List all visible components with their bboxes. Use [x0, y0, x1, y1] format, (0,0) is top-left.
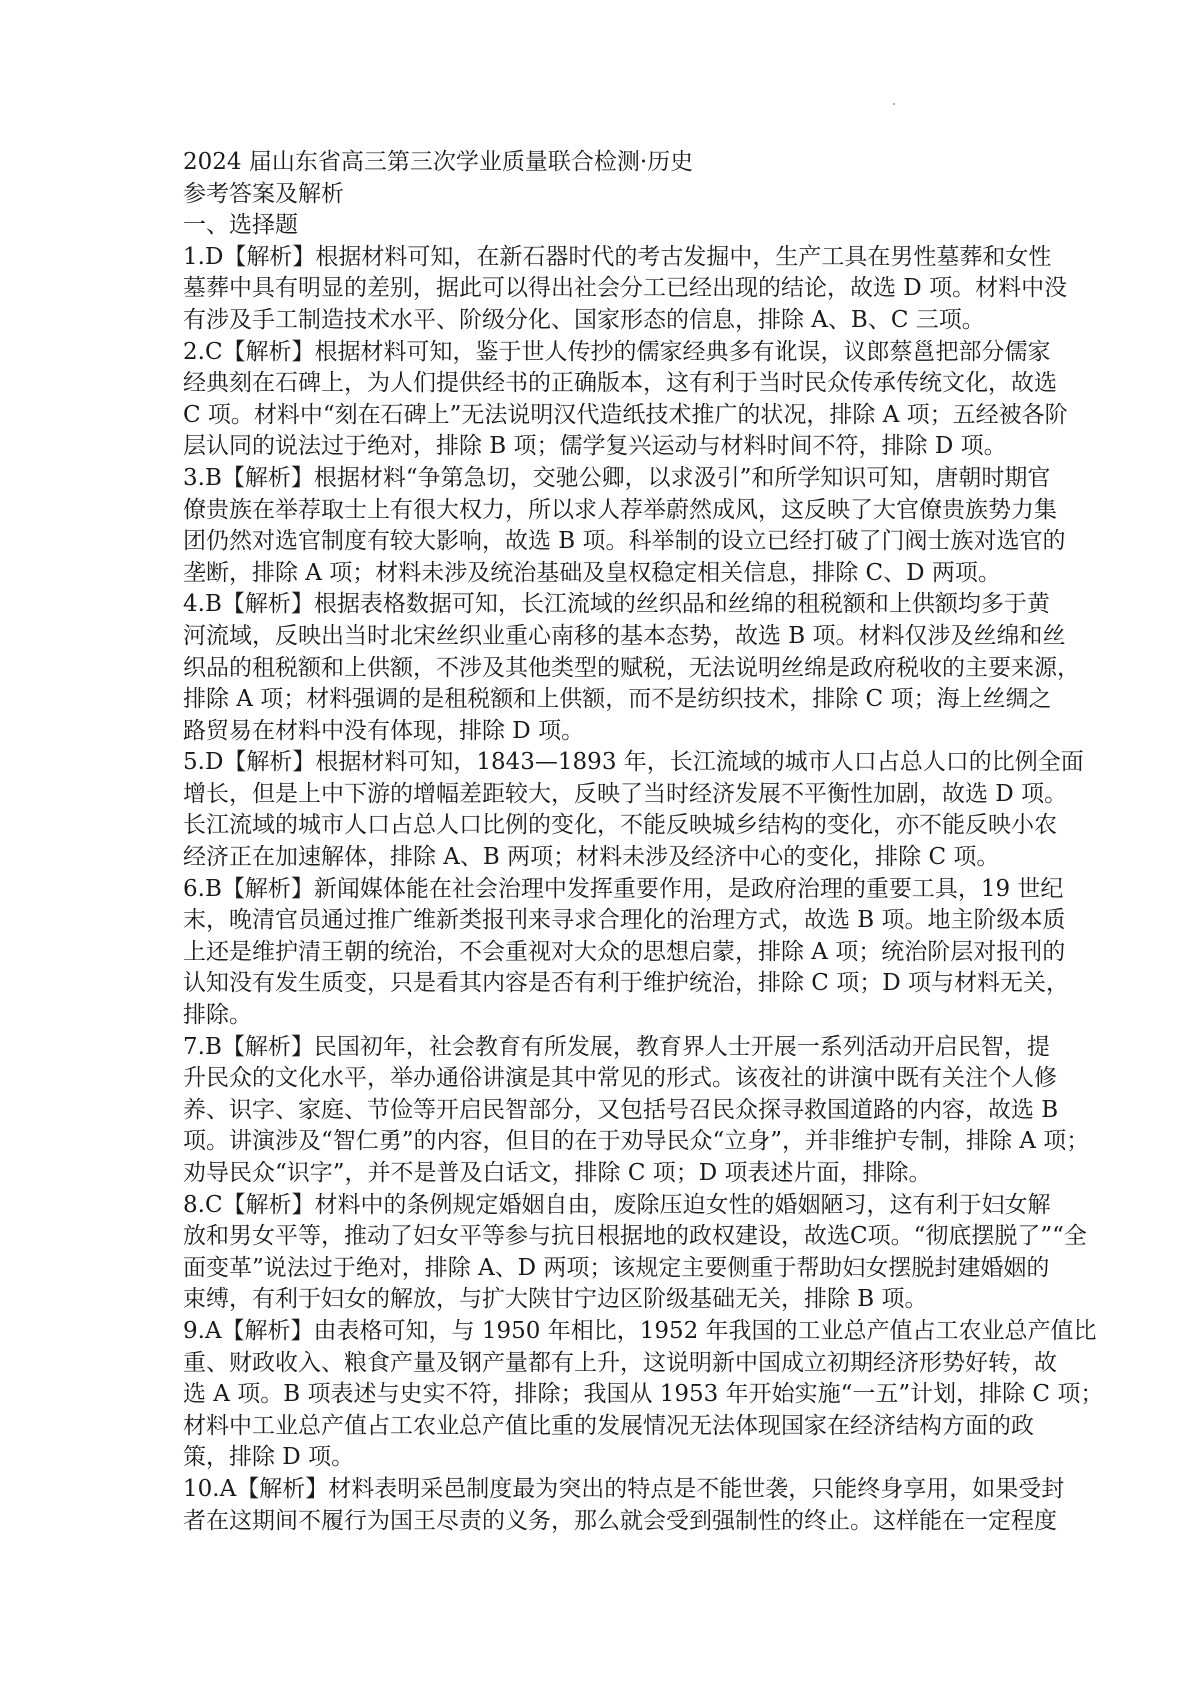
- text-line: 僚贵族在举荐取士上有很大权力，所以求人荐举蔚然成风，这反映了大官僚贵族势力集: [183, 496, 1057, 523]
- document-body: [183, 147, 1104, 1537]
- text-line: 升民众的文化水平，举办通俗讲演是其中常见的形式。该夜社的讲演中既有关注个人修: [183, 1065, 1057, 1092]
- text-line: 排除。: [183, 1002, 252, 1029]
- text-line: 选 A 项。B 项表述与史实不符，排除；我国从 1953 年开始实施“一五”计划，排除 C 项；: [183, 1381, 1104, 1408]
- text-line: 劝导民众“识字”，并不是普及白话文，排除 C 项；D 项表述片面，排除。: [183, 1160, 932, 1186]
- answer-text-block: [183, 242, 1104, 1537]
- text-line: 材料中工业总产值占工农业总产值比重的发展情况无法体现国家在经济结构方面的政: [183, 1412, 1034, 1439]
- text-line: 2.C【解析】根据材料可知，鉴于世人传抄的儒家经典多有讹误，议郎蔡邕把部分儒家: [183, 338, 1051, 365]
- text-line: 长江流域的城市人口占总人口比例的变化，不能反映城乡结构的变化，亦不能反映小农: [183, 812, 1057, 839]
- text-line: C 项。材料中“刻在石碑上”无法说明汉代造纸技术推广的状况，排除 A 项；五经被各阶: [183, 401, 1068, 428]
- text-line: 面变革”说法过于绝对，排除 A、D 两项；该规定主要侧重于帮助妇女摆脱封建婚姻的: [183, 1254, 1050, 1281]
- text-line: 束缚，有利于妇女的解放，与扩大陕甘宁边区阶级基础无关，排除 B 项。: [183, 1286, 928, 1313]
- section-heading: 一、选择题: [183, 212, 298, 239]
- text-line: 增长，但是上中下游的增幅差距较大，反映了当时经济发展不平衡性加剧，故选 D 项。: [183, 780, 1068, 807]
- text-line: 重、财政收入、粮食产量及钢产量都有上升，这说明新中国成立初期经济形势好转，故: [183, 1349, 1057, 1376]
- text-line: 认知没有发生质变，只是看其内容是否有利于维护统治，排除 C 项；D 项与材料无关，: [183, 970, 1069, 997]
- text-line: 放和男女平等，推动了妇女平等参与抗日根据地的政权建设，故选C项。“彻底摆脱了”“全: [183, 1223, 1087, 1250]
- text-line: 9.A【解析】由表格可知，与 1950 年相比，1952 年我国的工业总产值占工农业总产值比: [183, 1317, 1097, 1344]
- text-line: 层认同的说法过于绝对，排除 B 项；儒学复兴运动与材料时间不符，排除 D 项。: [183, 433, 1007, 460]
- text-line: 经典刻在石碑上，为人们提供经书的正确版本，这有利于当时民众传承传统文化，故选: [183, 370, 1057, 397]
- text-line: 垄断，排除 A 项；材料未涉及统治基础及皇权稳定相关信息，排除 C、D 两项。: [183, 559, 1001, 586]
- text-line: 有涉及手工制造技术水平、阶级分化、国家形态的信息，排除 A、B、C 三项。: [183, 306, 985, 333]
- text-line: 8.C【解析】材料中的条例规定婚姻自由，废除压迫女性的婚姻陋习，这有利于妇女解: [183, 1191, 1051, 1218]
- document-title: 2024 届山东省高三第三次学业质量联合检测·历史: [183, 149, 694, 175]
- text-line: 路贸易在材料中没有体现，排除 D 项。: [183, 717, 585, 744]
- text-line: 经济正在加速解体，排除 A、B 两项；材料未涉及经济中心的变化，排除 C 项。: [183, 844, 1000, 871]
- scan-speck: [893, 103, 895, 105]
- text-line: 1.D【解析】根据材料可知，在新石器时代的考古发掘中，生产工具在男性墓葬和女性: [183, 243, 1052, 270]
- text-line: 4.B【解析】根据表格数据可知，长江流域的丝织品和丝绵的租税额和上供额均多于黄: [183, 591, 1050, 618]
- text-line: 7.B【解析】民国初年，社会教育有所发展，教育界人士开展一系列活动开启民智，提: [183, 1033, 1050, 1060]
- text-line: 10.A【解析】材料表明采邑制度最为突出的特点是不能世袭，只能终身享用，如果受封: [183, 1475, 1065, 1502]
- text-line: 3.B【解析】根据材料“争第急切，交驰公卿，以求汲引”和所学知识可知，唐朝时期官: [183, 464, 1051, 491]
- text-line: 策，排除 D 项。: [183, 1444, 355, 1471]
- text-line: 养、识字、家庭、节俭等开启民智部分，又包括号召民众探寻救国道路的内容，故选 B: [183, 1096, 1059, 1123]
- text-line: 6.B【解析】新闻媒体能在社会治理中发挥重要作用，是政府治理的重要工具，19 世纪: [183, 875, 1064, 902]
- document-subtitle: 参考答案及解析: [183, 180, 344, 207]
- text-line: 5.D【解析】根据材料可知，1843—1893 年，长江流域的城市人口占总人口的比例全面: [183, 749, 1084, 776]
- text-line: 织品的租税额和上供额，不涉及其他类型的赋税，无法说明丝绵是政府税收的主要来源，: [183, 654, 1080, 681]
- text-line: 河流域，反映出当时北宋丝织业重心南移的基本态势，故选 B 项。材料仅涉及丝绵和丝: [183, 622, 1066, 649]
- text-line: 上还是维护清王朝的统治，不会重视对大众的思想启蒙，排除 A 项；统治阶层对报刊的: [183, 938, 1066, 965]
- text-line: 末，晚清官员通过推广维新类报刊来寻求合理化的治理方式，故选 B 项。地主阶级本质: [183, 907, 1066, 934]
- text-line: 者在这期间不履行为国王尽责的义务，那么就会受到强制性的终止。这样能在一定程度: [183, 1507, 1057, 1534]
- text-line: 团仍然对选官制度有较大影响，故选 B 项。科举制的设立已经打破了门阀士族对选官的: [183, 528, 1066, 555]
- text-line: 项。讲演涉及“智仁勇”的内容，但目的在于劝导民众“立身”，并非维护专制，排除 A 项；: [183, 1128, 1090, 1155]
- text-line: 墓葬中具有明显的差别，据此可以得出社会分工已经出现的结论，故选 D 项。材料中没: [183, 275, 1068, 302]
- text-line: 排除 A 项；材料强调的是租税额和上供额，而不是纺织技术，排除 C 项；海上丝绸之: [183, 686, 1052, 713]
